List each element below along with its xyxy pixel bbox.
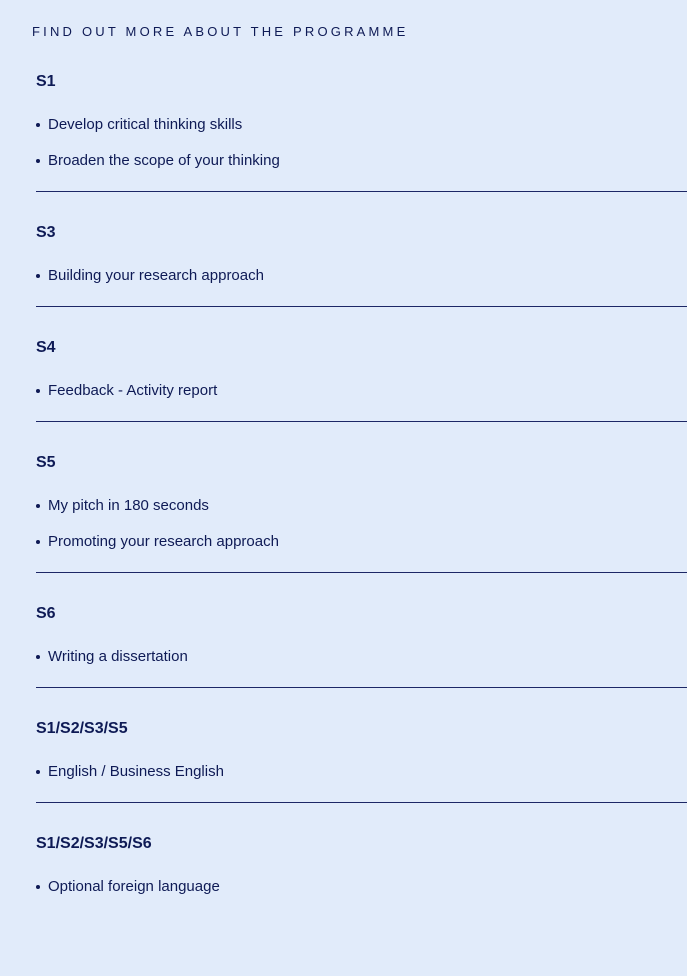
list-item — [36, 152, 687, 170]
section-title: S3 — [36, 224, 56, 241]
list-item — [36, 116, 687, 134]
bullet-list — [36, 116, 687, 170]
list-item-text: Optional foreign language — [48, 878, 220, 895]
bullet-icon — [36, 885, 40, 889]
list-item-text: Develop critical thinking skills — [48, 116, 243, 133]
section-title: S1/S2/S3/S5 — [36, 720, 128, 737]
bullet-list — [36, 267, 687, 285]
list-item — [36, 267, 687, 285]
bullet-icon — [36, 389, 40, 393]
bullet-icon — [36, 540, 40, 544]
section-s1-s2-s3-s5 — [36, 688, 687, 803]
list-item — [36, 648, 687, 666]
list-item-text: Building your research approach — [48, 267, 264, 284]
section-title: S5 — [36, 454, 56, 471]
page-heading: FIND OUT MORE ABOUT THE PROGRAMME — [32, 24, 409, 39]
bullet-icon — [36, 274, 40, 278]
section-title: S6 — [36, 605, 56, 622]
section-s3 — [36, 192, 687, 307]
bullet-icon — [36, 770, 40, 774]
bullet-list — [36, 497, 687, 551]
bullet-list — [36, 648, 687, 666]
list-item-text: Feedback - Activity report — [48, 382, 218, 399]
section-title: S4 — [36, 339, 56, 356]
section-title: S1 — [36, 73, 56, 90]
section-s4 — [36, 307, 687, 422]
section-s1 — [36, 66, 687, 192]
list-item-text: Broaden the scope of your thinking — [48, 152, 280, 169]
list-item-text: Promoting your research approach — [48, 533, 279, 550]
section-s5 — [36, 422, 687, 573]
bullet-list — [36, 763, 687, 781]
programme-sections — [0, 66, 687, 917]
bullet-list — [36, 878, 687, 896]
bullet-icon — [36, 504, 40, 508]
list-item — [36, 763, 687, 781]
bullet-list — [36, 382, 687, 400]
list-item-text: English / Business English — [48, 763, 224, 780]
section-s1-s2-s3-s5-s6 — [36, 803, 687, 917]
list-item-text: Writing a dissertation — [48, 648, 188, 665]
list-item — [36, 878, 687, 896]
list-item — [36, 382, 687, 400]
section-s6 — [36, 573, 687, 688]
bullet-icon — [36, 159, 40, 163]
list-item-text: My pitch in 180 seconds — [48, 497, 209, 514]
list-item — [36, 497, 687, 515]
bullet-icon — [36, 123, 40, 127]
section-title: S1/S2/S3/S5/S6 — [36, 835, 152, 852]
bullet-icon — [36, 655, 40, 659]
list-item — [36, 533, 687, 551]
